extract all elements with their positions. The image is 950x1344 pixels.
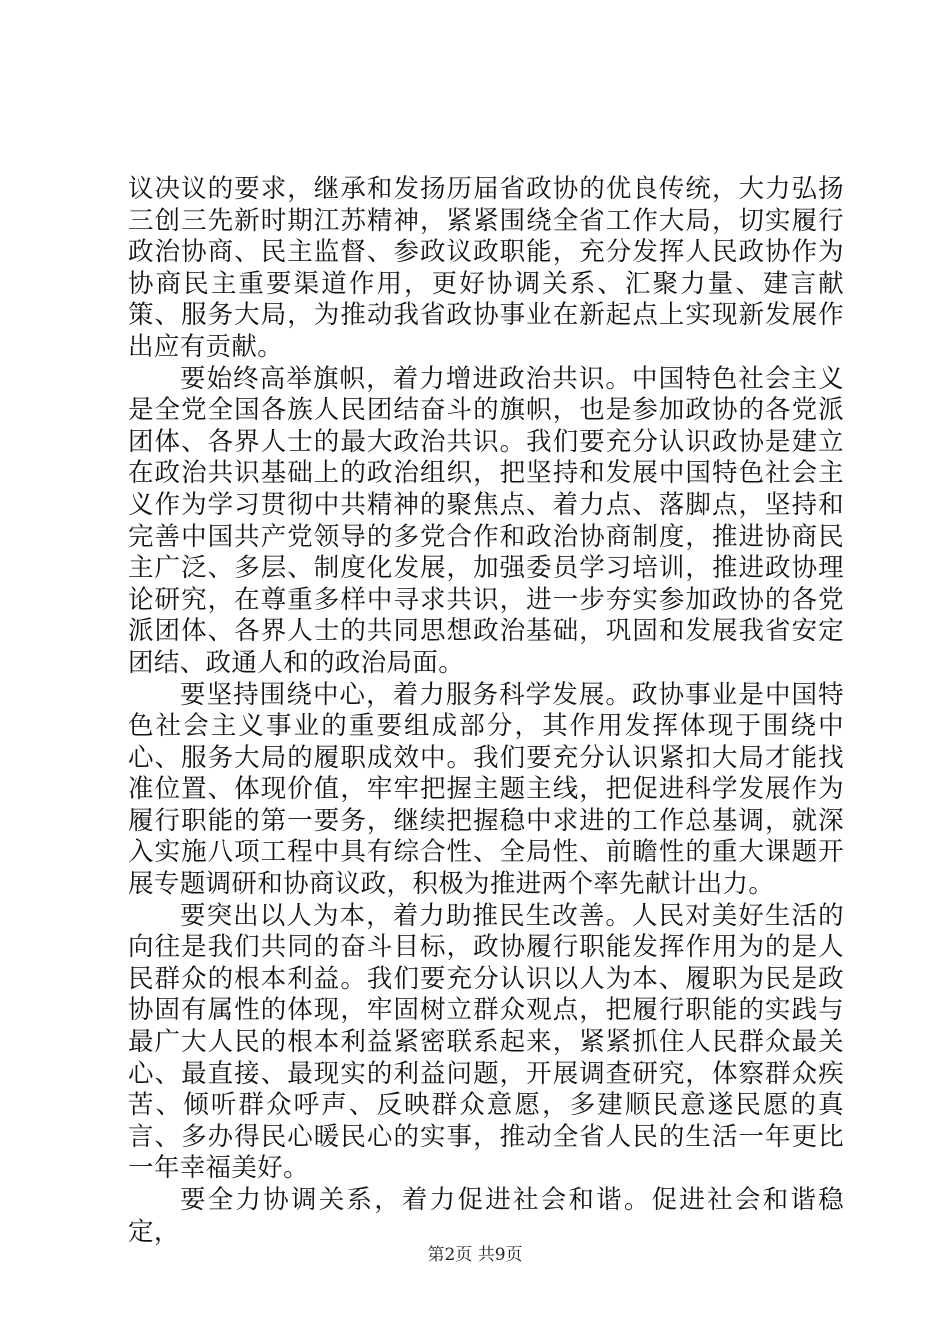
page-number-footer: 第2页 共9页 <box>427 1245 523 1265</box>
paragraph-4: 要突出以人为本，着力助推民生改善。人民对美好生活的向往是我们共同的奋斗目标，政协履行职能发挥作用为的是人民群众的根本利益。我们要充分认识以人为本、履职为民是政协固有属性的体现，牢固树立群众观点，把履行职能的实践与最广大人民的根本利益紧密联系起来，紧紧抓住人民群众最关心、最直接、最现实的利益问题，开展调查研究，体察群众疾苦、倾听群众呼声、反映群众意愿，多建顺民意遂民愿的真言、多办得民心暖民心的实事，推动全省人民的生活一年更比一年幸福美好。 <box>128 900 844 1184</box>
paragraph-2: 要始终高举旗帜，着力增进政治共识。中国特色社会主义是全党全国各族人民团结奋斗的旗帜，也是参加政协的各党派团体、各界人士的最大政治共识。我们要充分认识政协是建立在政治共识基础上的政治组织，把坚持和发展中国特色社会主义作为学习贯彻中共精神的聚焦点、着力点、落脚点，坚持和完善中国共产党领导的多党合作和政治协商制度，推进协商民主广泛、多层、制度化发展，加强委员学习培训，推进政协理论研究，在尊重多样中寻求共识，进一步夯实参加政协的各党派团体、各界人士的共同思想政治基础，巩固和发展我省安定团结、政通人和的政治局面。 <box>128 363 844 678</box>
paragraph-1: 议决议的要求，继承和发扬历届省政协的优良传统，大力弘扬三创三先新时期江苏精神，紧紧围绕全省工作大局，切实履行政治协商、民主监督、参政议政职能，充分发挥人民政协作为协商民主重要渠道作用，更好协调关系、汇聚力量、建言献策、服务大局，为推动我省政协事业在新起点上实现新发展作出应有贡献。 <box>128 174 844 362</box>
paragraph-3: 要坚持围绕中心，着力服务科学发展。政协事业是中国特色社会主义事业的重要组成部分，其作用发挥体现于围绕中心、服务大局的履职成效中。我们要充分认识紧扣大局才能找准位置、体现价值，牢牢把握主题主线，把促进科学发展作为履行职能的第一要务，继续把握稳中求进的工作总基调，就深入实施八项工程中具有综合性、全局性、前瞻性的重大课题开展专题调研和协商议政，积极为推进两个率先献计出力。 <box>128 679 844 900</box>
paragraph-5: 要全力协调关系，着力促进社会和谐。促进社会和谐稳定， <box>128 1185 844 1247</box>
document-body <box>128 174 844 1248</box>
